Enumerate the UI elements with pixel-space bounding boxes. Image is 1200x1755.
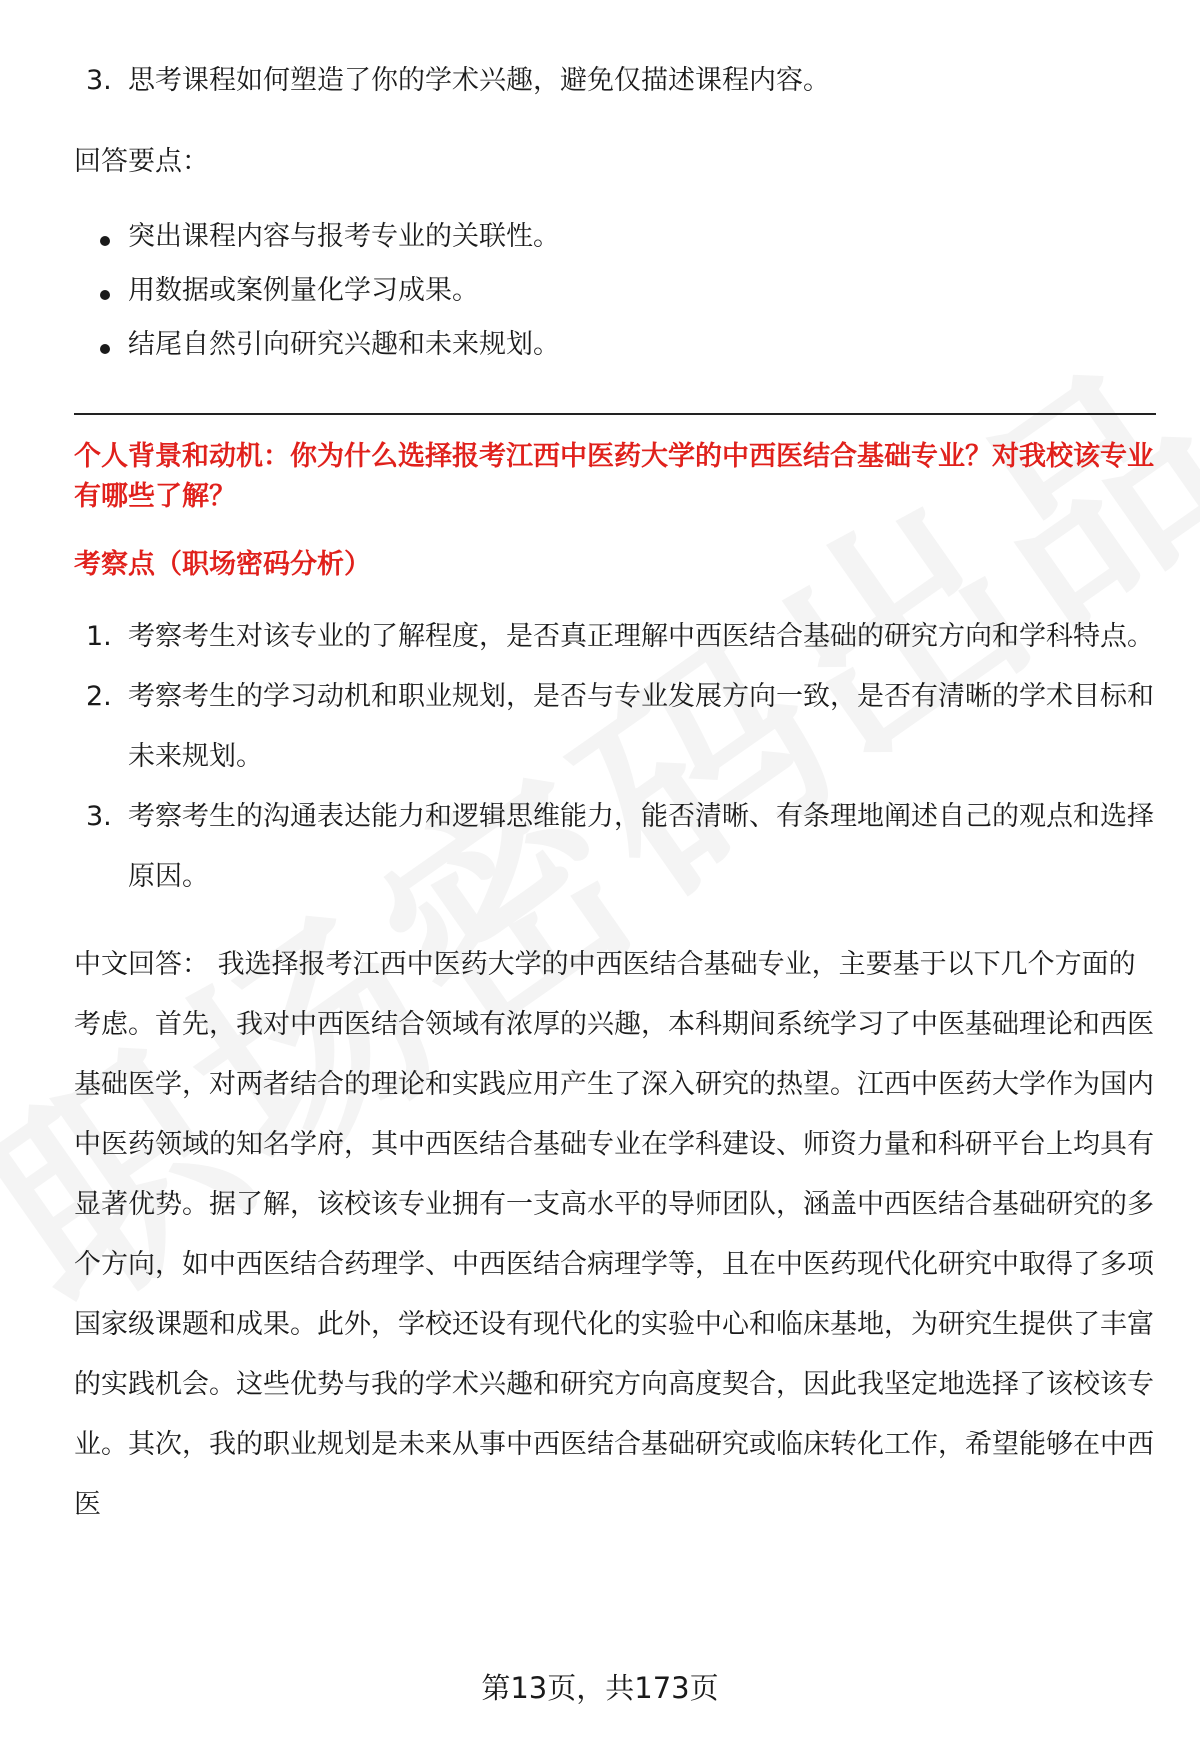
- question-title: 个人背景和动机：你为什么选择报考江西中医药大学的中西医结合基础专业？对我校该专业有哪些了解？: [74, 441, 1154, 512]
- list-text: 思考课程如何塑造了你的学术兴趣，避免仅描述课程内容。: [128, 65, 830, 96]
- document-page: [74, 0, 1156, 1535]
- list-text: 突出课程内容与报考专业的关联性。: [128, 221, 560, 252]
- list-number: 3.: [86, 65, 112, 96]
- list-item: [74, 318, 1156, 372]
- list-item: [74, 264, 1156, 318]
- chinese-answer: 中文回答： 我选择报考江西中医药大学的中西医结合基础专业，主要基于以下几个方面的考虑。首先，我对中西医结合领域有浓厚的兴趣，本科期间系统学习了中医基础理论和西医基础医学，对两者结合的理论和实践应用产生了深入研究的热望。江西中医药大学作为国内中医药领域的知名学府，其中西医结合基础专业在学科建设、师资力量和科研平台上均具有显著优势。据了解，该校该专业拥有一支高水平的导师团队，涵盖中西医结合基础研究的多个方向，如中西医结合药理学、中西医结合病理学等，且在中医药现代化研究中取得了多项国家级课题和成果。此外，学校还设有现代化的实验中心和临床基地，为研究生提供了丰富的实践机会。这些优势与我的学术兴趣和研究方向高度契合，因此我坚定地选择了该校该专业。其次，我的职业规划是未来从事中西医结合基础研究或临床转化工作，希望能够在中西医: [74, 949, 1154, 1520]
- list-item: [74, 51, 1156, 111]
- list-text: 结尾自然引向研究兴趣和未来规划。: [128, 329, 560, 360]
- list-item: [74, 210, 1156, 264]
- list-text: 考察考生的学习动机和职业规划，是否与专业发展方向一致，是否有清晰的学术目标和未来规划。: [128, 681, 1154, 772]
- bullet-icon: [100, 236, 110, 246]
- assessment-list: [74, 607, 1156, 907]
- answer-points-label: 回答要点：: [74, 146, 209, 177]
- answer-points-list: [74, 210, 1156, 372]
- list-text: 考察考生对该专业的了解程度，是否真正理解中西医结合基础的研究方向和学科特点。: [128, 621, 1154, 652]
- list-number: 2.: [86, 681, 112, 712]
- list-item: [74, 607, 1156, 667]
- page-number: 第13页，共173页: [481, 1671, 719, 1705]
- list-item: [74, 787, 1156, 907]
- list-text: 考察考生的沟通表达能力和逻辑思维能力，能否清晰、有条理地阐述自己的观点和选择原因。: [128, 801, 1154, 892]
- list-text: 用数据或案例量化学习成果。: [128, 275, 479, 306]
- list-item: [74, 667, 1156, 787]
- list-number: 3.: [86, 801, 112, 832]
- bullet-icon: [100, 290, 110, 300]
- list-number: 1.: [86, 621, 112, 652]
- assessment-heading: 考察点（职场密码分析）: [74, 549, 371, 580]
- bullet-icon: [100, 344, 110, 354]
- prev-numbered-list: [74, 51, 1156, 111]
